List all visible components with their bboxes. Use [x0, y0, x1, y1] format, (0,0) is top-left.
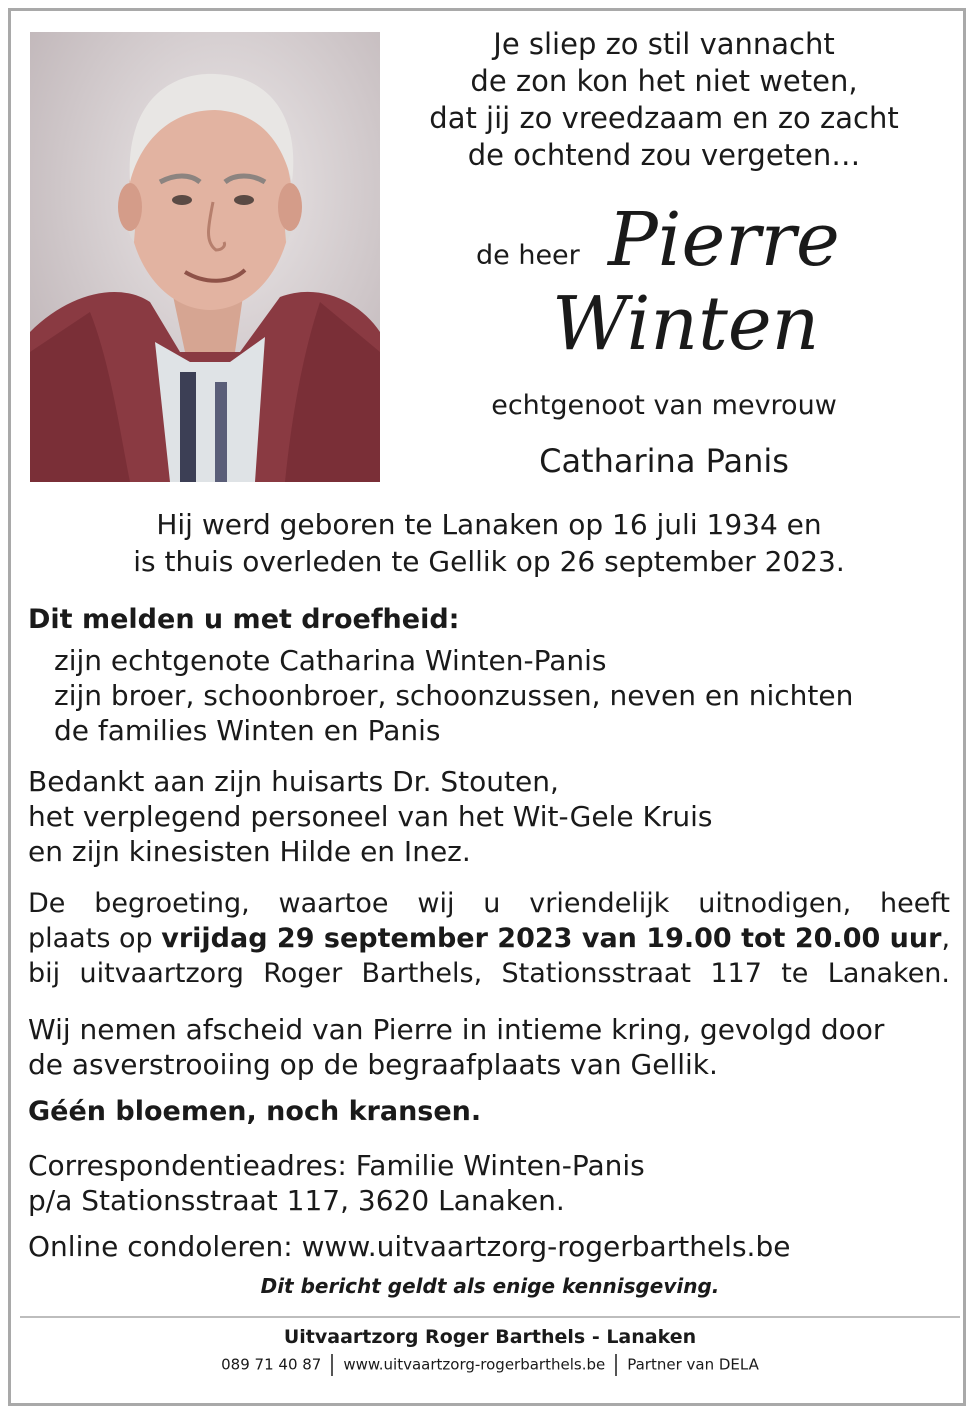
visitation-line: [28, 921, 950, 956]
visitation-text: plaats op: [28, 923, 153, 954]
thanks-line: Bedankt aan zijn huisarts Dr. Stouten,: [28, 765, 559, 798]
spouse-name: Catharina Panis: [539, 442, 789, 480]
correspondence-line: Correspondentieadres: Familie Winten-Panis: [28, 1149, 645, 1182]
separator: [331, 1354, 333, 1376]
online-condolence: Online condoleren: www.uitvaartzorg-rogerbarthels.be: [28, 1230, 791, 1263]
footer-divider: [20, 1316, 960, 1318]
poem-line: de ochtend zou vergeten…: [467, 138, 861, 172]
farewell-line: de asverstrooiing op de begraafplaats van Gellik.: [28, 1048, 718, 1081]
death-line: is thuis overleden te Gellik op 26 september 2023.: [133, 545, 845, 578]
sole-notice-text: Dit bericht geldt als enige kennisgeving.: [260, 1274, 720, 1298]
thanks-line: het verplegend personeel van het Wit-Gele Kruis: [28, 800, 713, 833]
farewell-paragraph: [28, 1012, 884, 1082]
correspondence-address: [28, 1148, 645, 1218]
visitation-line: De begroeting, waartoe wij u vriendelijk uitnodigen, heeft: [28, 888, 950, 919]
portrait-illustration: [30, 32, 380, 482]
poem-line: Je sliep zo stil vannacht: [493, 27, 835, 61]
separator: [615, 1354, 617, 1376]
visitation-line: bij uitvaartzorg Roger Barthels, Stationsstraat 117 te Lanaken.: [28, 958, 950, 989]
name-prefix: de heer: [476, 240, 580, 271]
birth-line: Hij werd geboren te Lanaken op 16 juli 1934 en: [156, 508, 822, 541]
birth-death-info: [30, 506, 948, 580]
mourner-line: zijn echtgenote Catharina Winten-Panis: [54, 644, 607, 677]
poem: [400, 26, 928, 174]
mourners-list: [54, 643, 853, 748]
funeral-home-phone: 089 71 40 87: [221, 1355, 322, 1374]
poem-line: de zon kon het niet weten,: [470, 64, 858, 98]
thanks-paragraph: [28, 764, 712, 869]
no-flowers-notice: Géén bloemen, noch kransen.: [28, 1096, 482, 1127]
visitation-punct: ,: [941, 923, 951, 954]
thanks-line: en zijn kinesisten Hilde en Inez.: [28, 835, 471, 868]
mourner-line: zijn broer, schoonbroer, schoonzussen, neven en nichten: [54, 679, 854, 712]
funeral-home-contact: [0, 1354, 980, 1376]
deceased-last-name: Winten: [552, 281, 820, 367]
correspondence-line: p/a Stationsstraat 117, 3620 Lanaken.: [28, 1184, 565, 1217]
funeral-home-partner: Partner van DELA: [627, 1355, 759, 1374]
funeral-home-website: www.uitvaartzorg-rogerbarthels.be: [343, 1355, 606, 1374]
poem-line: dat jij zo vreedzaam en zo zacht: [429, 101, 899, 135]
farewell-line: Wij nemen afscheid van Pierre in intieme kring, gevolgd door: [28, 1013, 885, 1046]
funeral-home-name: Uitvaartzorg Roger Barthels - Lanaken: [283, 1326, 697, 1348]
mourners-title: Dit melden u met droefheid:: [28, 604, 460, 635]
portrait-photo: [30, 32, 380, 482]
visitation-paragraph: [28, 886, 950, 991]
mourner-line: de families Winten en Panis: [54, 714, 441, 747]
deceased-first-name: Pierre: [608, 197, 840, 283]
visitation-datetime: vrijdag 29 september 2023 van 19.00 tot 20.00 uur: [161, 923, 942, 954]
spouse-intro: echtgenoot van mevrouw: [491, 390, 837, 421]
